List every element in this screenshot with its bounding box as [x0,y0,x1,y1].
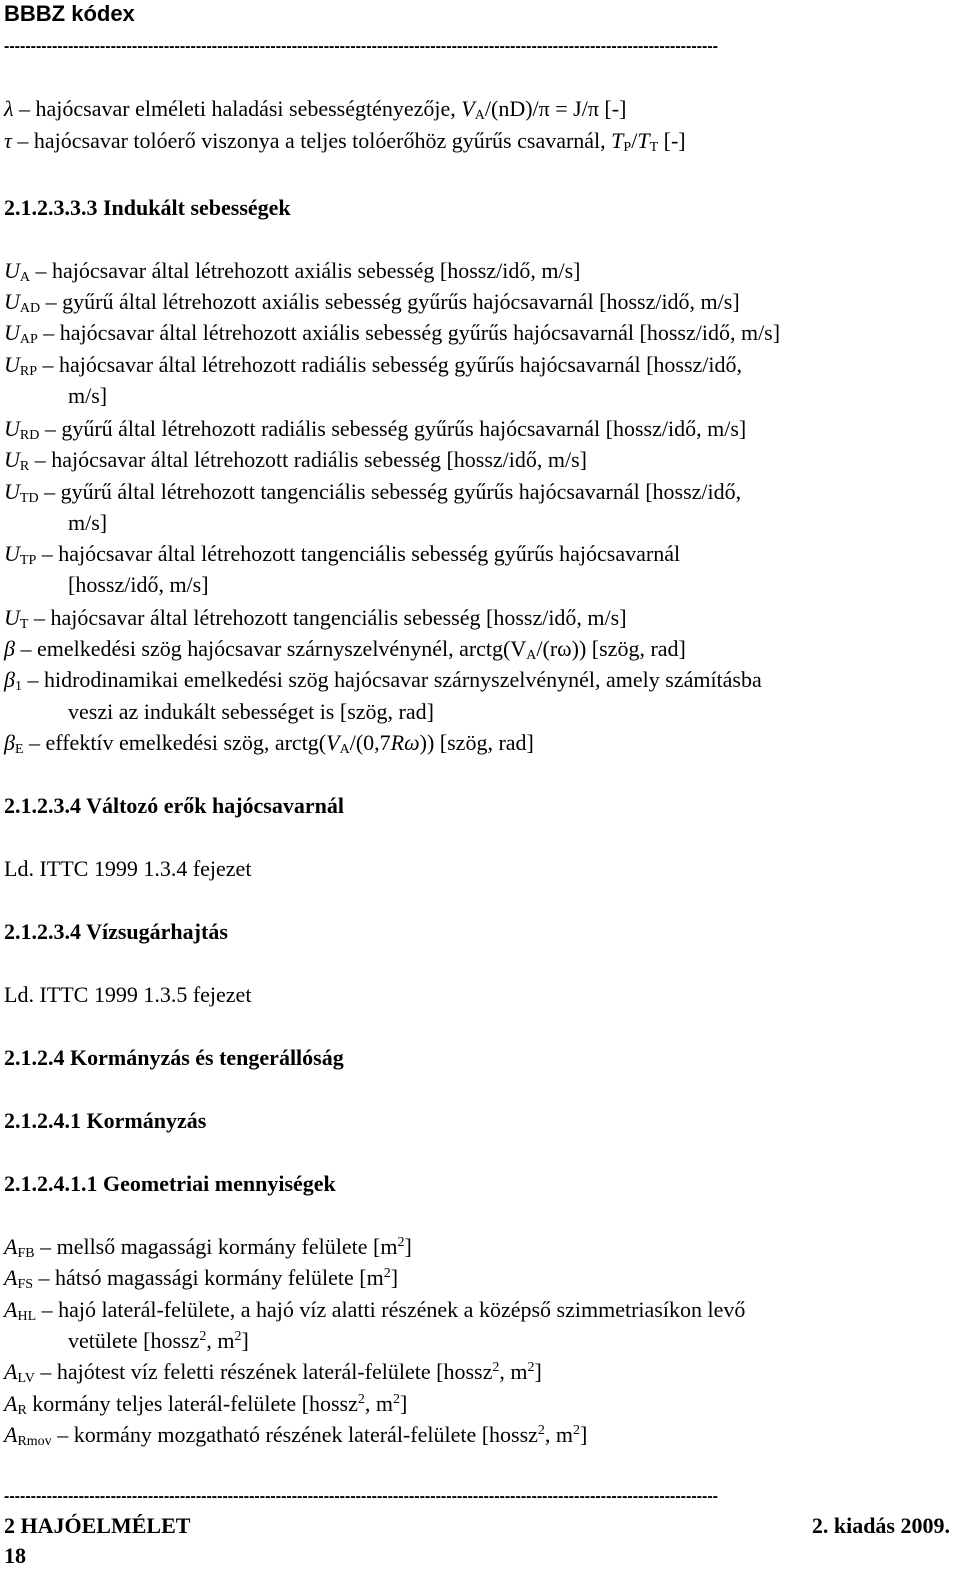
reference-1: Ld. ITTC 1999 1.3.4 fejezet [4,856,252,881]
def-afs: $A_{FS}$ – hátsó magassági kormány felülete $[m^2]$ [4,1265,399,1292]
section-heading-induced: 2.1.2.3.3.3 Indukált sebességek [4,195,291,220]
section-heading-steering: 2.1.2.4.1 Kormányzás [4,1108,207,1133]
def-ar: $A_R$ kormány teljes laterál-felülete [hossz$^2$, $m^2$] [4,1391,408,1418]
page-number: 18 [4,1543,26,1568]
section-heading-forces: 2.1.2.3.4 Változó erők hajócsavarnál [4,793,344,818]
def-urp: $U_{RP}$ – hajócsavar által létrehozott radiális sebesség gyűrűs hajócsavarnál [hossz/idő, [4,352,743,379]
footer-edition: 2. kiadás 2009. [811,1513,950,1538]
document-title: BBBZ kódex [4,1,135,26]
def-ut: $U_T$ – hajócsavar által létrehozott tangenciális sebesség [hossz/idő, m/s] [4,605,627,632]
def-tau: τ – hajócsavar tolóerő viszonya a teljes tolóerőhöz gyűrűs csavarnál, $T_P/T_T$ [-] [4,128,686,155]
def-utp: $U_{TP}$ – hajócsavar által létrehozott tangenciális sebesség gyűrűs hajócsavarnál [4,541,681,568]
footer-rule: -------------------------------------------------------------------------------------------------------------------------------------- [4,1490,718,1504]
def-ua: $U_A$ – hajócsavar által létrehozott axiális sebesség [hossz/idő, m/s] [4,258,581,285]
def-urd: $U_{RD}$ – gyűrű által létrehozott radiális sebesség gyűrűs hajócsavarnál [hossz/idő, m/s] [4,416,747,443]
def-beta1: $\beta_1$ – hidrodinamikai emelkedési szög hajócsavar szárnyszelvénynél, amely számításba [4,667,762,694]
section-heading-geometry: 2.1.2.4.1.1 Geometriai mennyiségek [4,1171,336,1196]
section-heading-steering-seakeeping: 2.1.2.4 Kormányzás és tengerállóság [4,1045,344,1070]
def-utp-cont: [hossz/idő, m/s] [68,572,209,597]
def-alv: $A_{LV}$ – hajótest víz feletti részének laterál-felülete [hossz$^2$, $m^2$] [4,1359,542,1386]
def-ahl-cont: vetülete [hossz$^2$, $m^2$] [68,1328,249,1353]
def-afb: $A_{FB}$ – mellső magassági kormány felülete $[m^2]$ [4,1234,412,1261]
def-ur: $U_R$ – hajócsavar által létrehozott radiális sebesség [hossz/idő, m/s] [4,447,588,474]
def-armov: $A_{Rmov}$ – kormány mozgatható részének laterál-felülete [hossz$^2$, $m^2$] [4,1422,588,1449]
def-urp-cont: m/s] [68,383,108,408]
def-lambda: λ – hajócsavar elméleti haladási sebességtényezője, $V_A/(nD)/\pi = J/\pi$ [-] [4,96,627,123]
def-beta: β – emelkedési szög hajócsavar szárnyszelvénynél, $arctg(V_A/(r\omega))$ [szög, rad] [4,636,686,663]
def-ahl: $A_{HL}$ – hajó laterál-felülete, a hajó víz alatti részének a középső szimmetriasíkon levő [4,1297,746,1324]
def-utd: $U_{TD}$ – gyűrű által létrehozott tangenciális sebesség gyűrűs hajócsavarnál [hossz/idő, [4,479,742,506]
def-uap: $U_{AP}$ – hajócsavar által létrehozott axiális sebesség gyűrűs hajócsavarnál [hossz/idő, m/s] [4,320,781,347]
footer-chapter: 2 HAJÓELMÉLET [4,1513,191,1538]
def-utd-cont: m/s] [68,510,108,535]
reference-2: Ld. ITTC 1999 1.3.5 fejezet [4,982,252,1007]
def-uad: $U_{AD}$ – gyűrű által létrehozott axiális sebesség gyűrűs hajócsavarnál [hossz/idő, m/s] [4,289,740,316]
def-beta1-cont: veszi az indukált sebességet is [szög, rad] [68,699,434,724]
section-heading-waterjet: 2.1.2.3.4 Vízsugárhajtás [4,919,228,944]
header-rule: -------------------------------------------------------------------------------------------------------------------------------------- [4,40,718,54]
def-betae: $\beta_E$ – effektív emelkedési szög, $arctg(V_A/(0,7R\omega))$ [szög, rad] [4,730,534,757]
